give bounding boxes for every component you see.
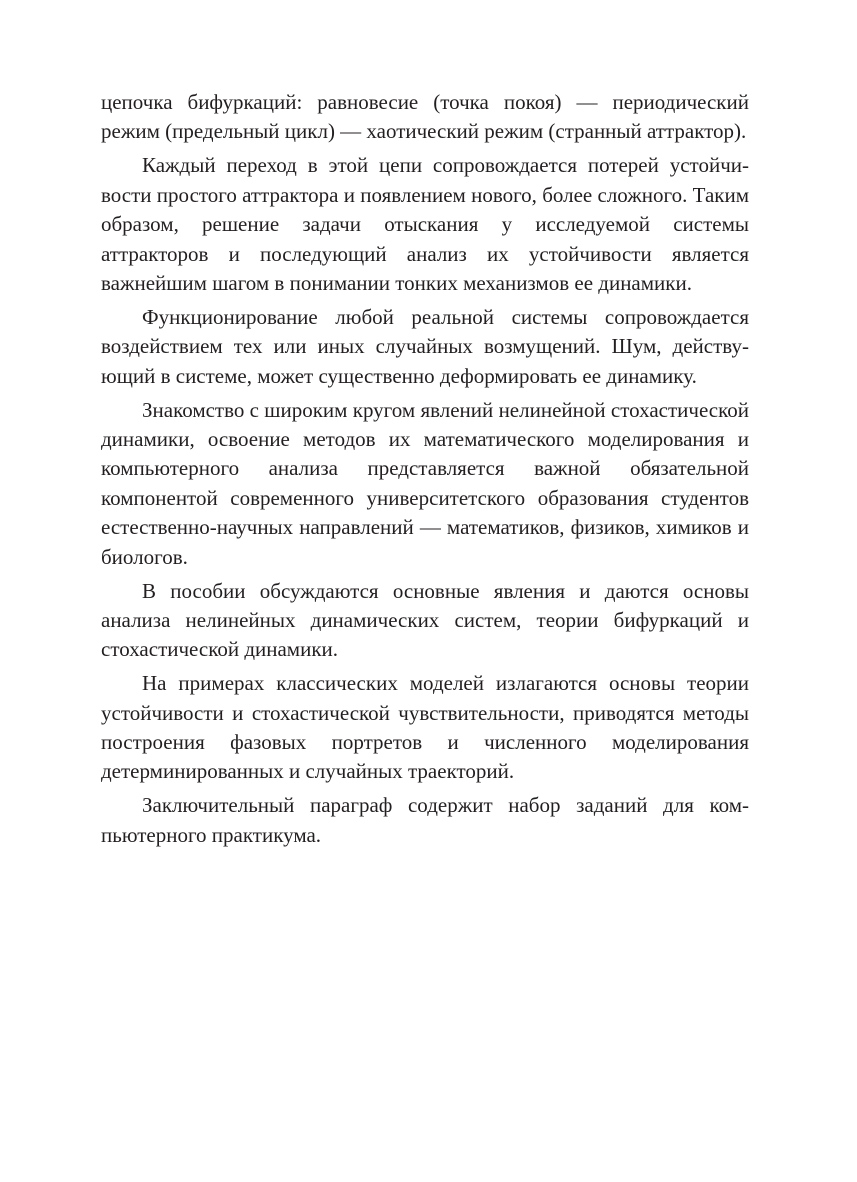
document-page (101, 88, 749, 855)
paragraph-education: Знакомство с широким кругом явлений нелинейной стохастической динамики, освоение методов их математического моделирования и компьютерного анализа представляется важной обязательной компонентой современного университетского образования студентов естественно-научных направлений — математиков, физиков, химиков и биологов. (101, 397, 749, 569)
paragraph-random-perturbations: Функционирование любой реальной системы сопровождается воздействием тех или иных случайных возмущений. Шум, действующий в системе, может существенно деформировать ее динамику. (101, 304, 749, 388)
paragraph-attractor-stability: Каждый переход в этой цепи сопровождается потерей устойчивости простого аттрактора и появлением нового, более сложного. Таким образом, решение задачи отыскания у исследуемой системы аттракторов и последующий анализ их устойчивости является важнейшим шагом в понимании тонких механизмов ее динамики. (101, 153, 749, 295)
paragraph-manual-contents: В пособии обсуждаются основные явления и даются основы анализа нелинейных динамических систем, теории бифуркаций и стохастической динамики. (101, 578, 749, 662)
paragraph-bifurcation-chain: цепочка бифуркаций: равновесие (точка покоя) — периодический режим (предельный цикл) — хаотический режим (странный аттрактор). (101, 90, 749, 144)
paragraph-final-section: Заключительный параграф содержит набор заданий для компьютерного практикума. (101, 793, 749, 847)
paragraph-classical-models: На примерах классических моделей излагаются основы теории устойчивости и стохастической чувствительности, приводятся методы построения фазовых портретов и численного моделирования детерминированных и случайных траекторий. (101, 671, 749, 784)
